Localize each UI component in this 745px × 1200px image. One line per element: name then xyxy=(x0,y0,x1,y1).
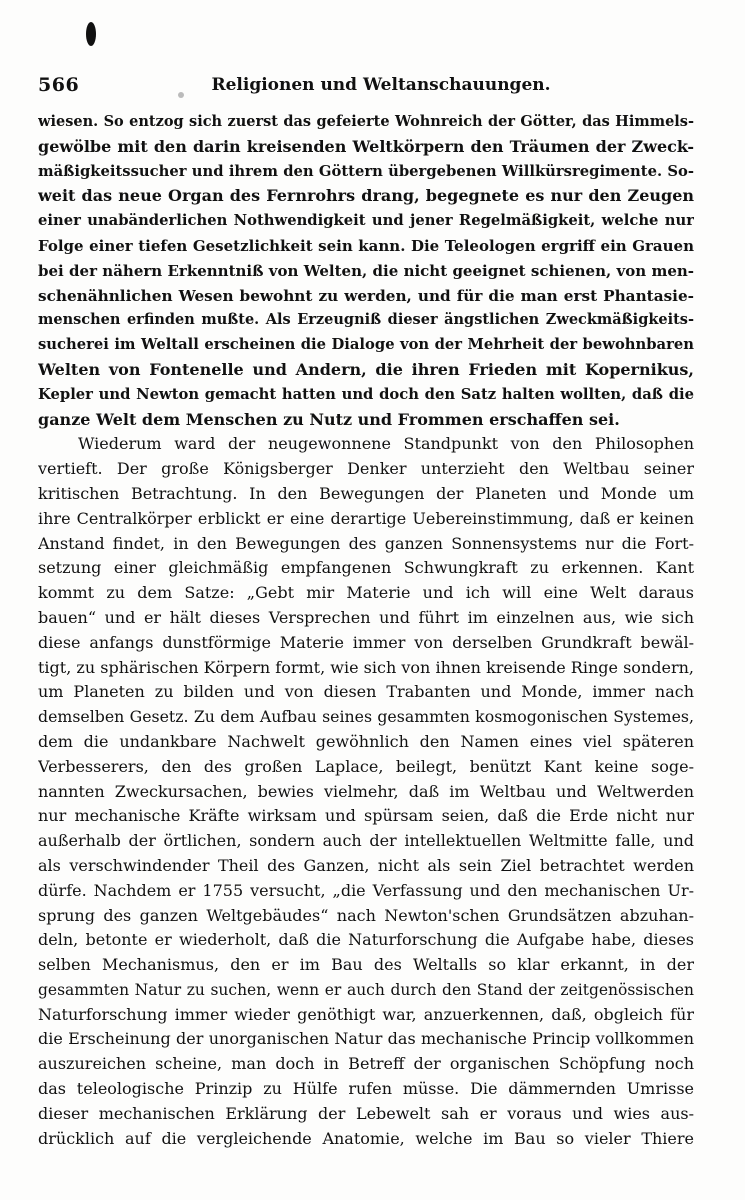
text-line: ihre Centralkörper erblickt er eine derartige Uebereinstimmung, daß er keinen xyxy=(38,508,694,528)
text-line: Wiederum ward der neugewonnene Standpunkt von den Philosophen xyxy=(78,434,694,454)
text-line: vertieft. Der große Königsberger Denker unterzieht den Weltbau seiner xyxy=(38,459,694,479)
text-line: um Planeten zu bilden und von diesen Trabanten und Monde, immer nach xyxy=(38,682,694,702)
text-line: einer unabänderlichen Nothwendigkeit und jener Regelmäßigkeit, welche nur xyxy=(38,212,694,230)
text-line: gewölbe mit den darin kreisenden Weltkörpern den Träumen der Zweck- xyxy=(38,136,694,156)
page-header xyxy=(38,74,694,98)
text-line: Welten von Fontenelle und Andern, die ihren Frieden mit Kopernikus, xyxy=(38,359,694,379)
text-line: Verbesserers, den des großen Laplace, beilegt, benützt Kant keine soge- xyxy=(38,756,694,776)
text-line: sprung des ganzen Weltgebäudes“ nach Newton'schen Grundsätzen abzuhan- xyxy=(38,905,694,925)
text-line: auszureichen scheine, man doch in Betreff der organischen Schöpfung noch xyxy=(38,1054,694,1074)
text-line: Naturforschung immer wieder genöthigt war, anzuerkennen, daß, obgleich für xyxy=(38,1004,694,1024)
text-line: wiesen. So entzog sich zuerst das gefeierte Wohnreich der Götter, das Himmels- xyxy=(38,113,694,130)
text-line: bei der nähern Erkenntniß von Welten, die nicht geeignet schienen, von men- xyxy=(38,261,694,280)
ink-blot xyxy=(86,22,96,46)
text-line: außerhalb der örtlichen, sondern auch der intellektuellen Weltmitte falle, und xyxy=(38,831,694,851)
text-line: demselben Gesetz. Zu dem Aufbau seines gesammten kosmogonischen Systemes, xyxy=(38,707,694,727)
text-line: gesammten Natur zu suchen, wenn er auch durch den Stand der zeitgenössischen xyxy=(38,980,694,999)
text-line: drücklich auf die vergleichende Anatomie, welche im Bau so vieler Thiere xyxy=(38,1128,694,1148)
text-line: die Erscheinung der unorganischen Natur das mechanische Princip vollkommen xyxy=(38,1029,694,1049)
text-line: bauen“ und er hält dieses Versprechen und führt im einzelnen aus, wie sich xyxy=(38,607,694,627)
text-line: diese anfangs dunstförmige Materie immer von derselben Grundkraft bewäl- xyxy=(38,632,694,652)
text-line: dürfe. Nachdem er 1755 versucht, „die Verfassung und den mechanischen Ur- xyxy=(38,880,694,900)
text-line: das teleologische Prinzip zu Hülfe rufen müsse. Die dämmernden Umrisse xyxy=(38,1079,694,1099)
running-head: Religionen und Weltanschauungen. xyxy=(211,75,551,95)
body-text xyxy=(38,110,694,1151)
text-line: kommt zu dem Satze: „Gebt mir Materie und ich will eine Welt daraus xyxy=(38,583,694,603)
text-line: schenähnlichen Wesen bewohnt zu werden, und für die man erst Phantasie- xyxy=(38,286,694,305)
text-line: dieser mechanischen Erklärung der Lebewelt sah er voraus und wies aus- xyxy=(38,1103,694,1123)
text-line: Anstand findet, in den Bewegungen des ganzen Sonnensystems nur die Fort- xyxy=(38,533,694,553)
text-line: nur mechanische Kräfte wirksam und spürsam seien, daß die Erde nicht nur xyxy=(38,806,694,826)
text-line: als verschwindender Theil des Ganzen, nicht als sein Ziel betrachtet werden xyxy=(38,855,694,875)
text-line: setzung einer gleichmäßig empfangenen Schwungkraft zu erkennen. Kant xyxy=(38,558,694,578)
text-line: selben Mechanismus, den er im Bau des Weltalls so klar erkannt, in der xyxy=(38,955,694,975)
text-line: tigt, zu sphärischen Körpern formt, wie sich von ihnen kreisende Ringe sondern, xyxy=(38,657,694,677)
text-line: sucherei im Weltall erscheinen die Dialoge von der Mehrheit der bewohnbaren xyxy=(38,336,694,354)
text-line: mäßigkeitssucher und ihrem den Göttern übergebenen Willkürsregimente. So- xyxy=(38,162,694,180)
text-line: deln, betonte er wiederholt, daß die Naturforschung die Aufgabe habe, dieses xyxy=(38,930,694,950)
text-line: Folge einer tiefen Gesetzlichkeit sein kann. Die Teleologen ergriff ein Grauen xyxy=(38,236,694,255)
text-line: kritischen Betrachtung. In den Bewegungen der Planeten und Monde um xyxy=(38,483,694,503)
text-line: ganze Welt dem Menschen zu Nutz und Frommen erschaffen sei. xyxy=(38,409,620,429)
text-line: dem die undankbare Nachwelt gewöhnlich den Namen eines viel späteren xyxy=(38,731,694,751)
page-number: 566 xyxy=(38,74,80,96)
text-line: Kepler und Newton gemacht hatten und doch den Satz halten wollten, daß die xyxy=(38,385,694,403)
text-line: nannten Zweckursachen, bewies vielmehr, daß im Weltbau und Weltwerden xyxy=(38,781,694,801)
text-line: weit das neue Organ des Fernrohrs drang, begegnete es nur den Zeugen xyxy=(38,186,694,206)
text-line: menschen erfinden mußte. Als Erzeugniß dieser ängstlichen Zweckmäßigkeits- xyxy=(38,311,694,329)
